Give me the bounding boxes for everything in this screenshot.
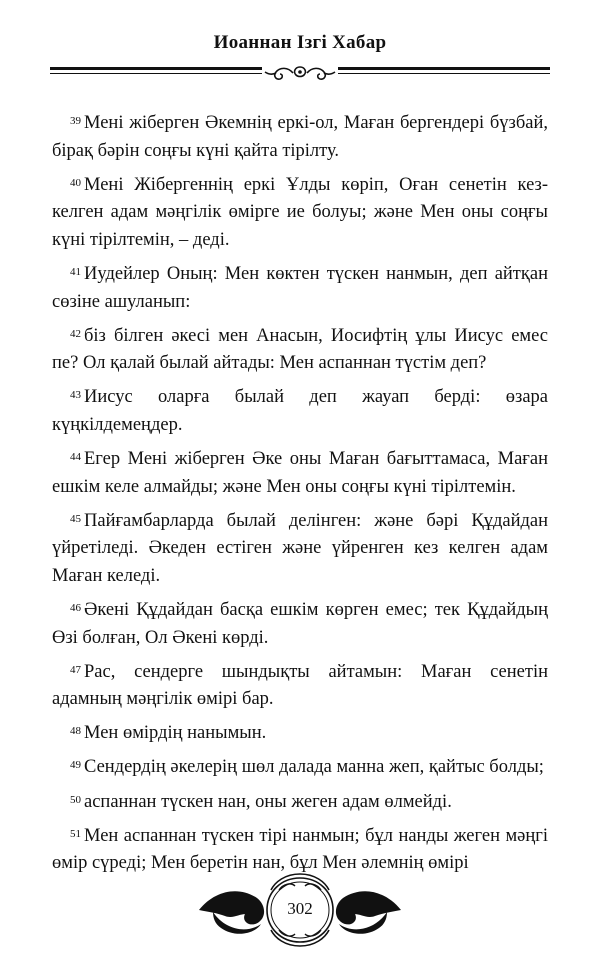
verse-51 (52, 823, 548, 878)
verse-43 (52, 384, 548, 439)
verse-number: 41 (70, 265, 81, 278)
verse-text: Сендердің әкелерің шөл далада манна жеп, қайтыс болды; (84, 757, 544, 778)
verse-number: 49 (70, 759, 81, 772)
verse-number: 45 (70, 512, 81, 525)
verse-text: Иудейлер Оның: Мен көктен түскен нанмын, деп айтқан сөзіне ашуланып: (52, 263, 548, 312)
verse-39 (52, 110, 548, 165)
verse-number: 43 (70, 389, 81, 402)
verse-text: Пайғамбарларда былай делінген: және бәрі Құдайдан үйретіледі. Әкеден естіген және үйренген кез келген адам Маған келеді. (52, 510, 548, 586)
verse-40 (52, 172, 548, 255)
verse-number: 39 (70, 115, 81, 127)
verse-number: 48 (70, 725, 81, 738)
verse-number: 40 (70, 176, 81, 189)
verse-text: Мен өмірдің нанымын. (84, 723, 267, 744)
verse-text: Мен аспаннан түскен тірі нанмын; бұл нанды жеген мәңгі өмір сүреді; Мен беретін нан, бұл Мен әлемнің өмірі (52, 825, 548, 874)
verse-text: Әкені Құдайдан басқа ешкім көрген емес; тек Құдайдың Өзі болған, Ол Әкені көрді. (52, 600, 548, 648)
verse-text: аспаннан түскен нан, оны жеген адам өлмейді. (84, 791, 452, 812)
verse-41 (52, 261, 548, 316)
verse-44 (52, 446, 548, 501)
verse-42 (52, 323, 548, 378)
verse-48 (52, 720, 548, 748)
verse-45 (52, 508, 548, 591)
verse-46 (52, 597, 548, 652)
verse-text: біз білген әкесі мен Анасын, Иосифтің ұлы Иисус емес пе? Ол қалай былай айтады: Мен аспаннан түстім деп? (52, 325, 548, 374)
verse-47 (52, 659, 548, 714)
verse-text-block (52, 110, 548, 884)
header-ornament-icon (262, 63, 338, 83)
verse-number: 51 (70, 827, 81, 840)
page-number: 302 (287, 899, 313, 918)
verse-text: Рас, сендерге шындықты айтамын: Маған сенетін адамның мәңгілік өмірі бар. (52, 661, 548, 710)
running-header-title: Иоаннан Ізгі Хабар (213, 32, 387, 53)
verse-50 (52, 789, 548, 817)
verse-text: Мені Жібергеннің еркі Ұлды көріп, Оған сенетін кез-келген адам мәңгілік өмірге ие болуы; және Мен оны соңғы күні тірілтемін, – деді. (52, 174, 548, 250)
verse-text: Иисус оларға былай деп жауап берді: өзара күңкілдемеңдер. (52, 387, 548, 435)
verse-number: 50 (70, 793, 81, 806)
verse-number: 46 (70, 602, 81, 614)
verse-number: 47 (70, 663, 81, 676)
verse-text: Мені жіберген Әкемнің еркі-ол, Маған бергендері бүзбай, бірақ бәрін соңғы күні қайта тірілту. (52, 113, 548, 161)
verse-number: 44 (70, 451, 81, 464)
verse-49 (52, 754, 548, 782)
verse-text: Егер Мені жіберген Әке оны Маған бағыттамаса, Маған ешкім келе алмайды; және Мен оны соңғы күні тірілтемін. (52, 449, 548, 497)
verse-number: 42 (70, 327, 81, 340)
